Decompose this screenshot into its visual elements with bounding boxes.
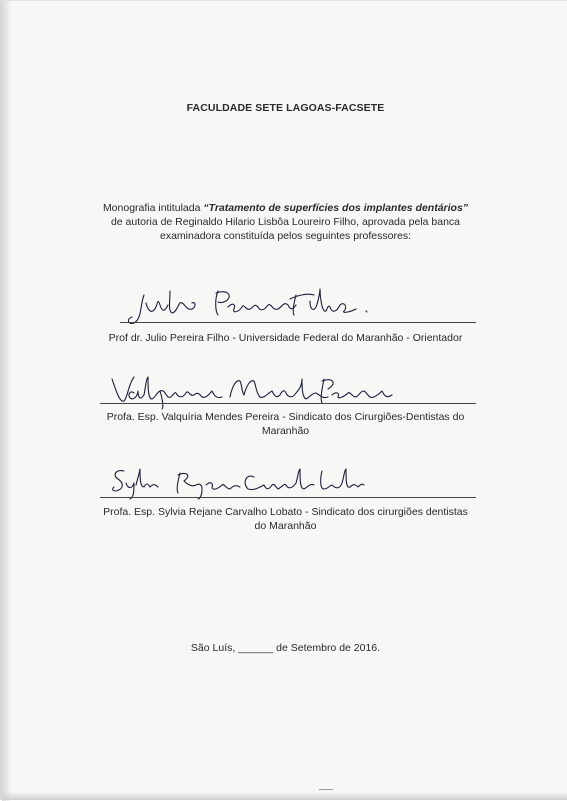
intro-line-1	[2, 201, 567, 215]
caption-1-line-1: Prof dr. Julio Pereira Filho - Universidade Federal do Maranhão - Orientador	[108, 332, 463, 344]
signature-caption-2	[2, 410, 567, 438]
signature-caption-1	[2, 331, 567, 345]
signature-line-3	[100, 497, 476, 498]
caption-3-line-1: Profa. Esp. Sylvia Rejane Carvalho Lobato - Sindicato dos cirurgiões dentistas	[103, 506, 468, 518]
scan-bottom-shadow	[2, 792, 567, 800]
signature-caption-3	[2, 505, 567, 533]
date-line: São Luís, ______ de Setembro de 2016.	[190, 642, 381, 654]
signature-valquiria-mendes-pereira	[106, 371, 396, 411]
intro-prefix: Monografia intitulada	[102, 202, 201, 214]
monograph-title: “Tratamento de superfícies dos implantes dentários”	[203, 202, 469, 214]
intro-line-3: examinadora constituída pelos seguintes professores:	[160, 230, 411, 242]
caption-3-line-2: do Maranhão	[254, 520, 317, 532]
institution-heading: FACULDADE SETE LAGOAS-FACSETE	[186, 102, 385, 114]
intro-line-2: de autoria de Reginaldo Hilario Lisbôa Loureiro Filho, aprovada pela banca	[110, 216, 461, 228]
caption-2-line-1: Profa. Esp. Valquíria Mendes Pereira - Sindicato dos Cirurgiões-Dentistas do	[106, 411, 465, 423]
signature-line-2	[100, 403, 476, 404]
caption-2-line-2: Maranhão	[261, 425, 310, 437]
signature-line-1	[120, 322, 476, 323]
scan-edge-shadow	[2, 1, 12, 801]
approval-statement	[2, 201, 567, 243]
